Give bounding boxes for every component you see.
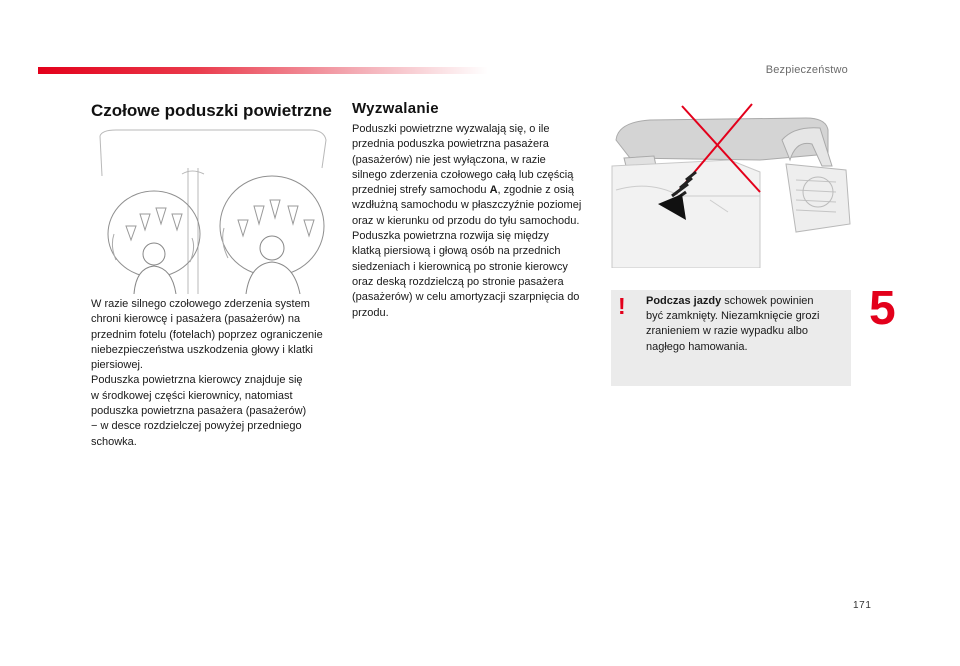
text-line: w środkowej części kierownicy, natomiast xyxy=(91,389,293,402)
warning-text xyxy=(646,294,838,355)
text-line: silnego zderzenia czołowego całą lub częścią xyxy=(352,168,574,181)
text-line: zranieniem w razie wypadku albo xyxy=(646,325,809,338)
text-line: oraz deską rozdzielczą po stronie pasażera xyxy=(352,275,564,288)
text-line: nagłego hamowania. xyxy=(646,340,748,353)
zone-letter: A xyxy=(489,184,498,197)
text-line: niebezpieczeństwa uszkodzenia głowy i klatki xyxy=(91,343,313,356)
text-line: W razie silnego czołowego zderzenia system xyxy=(91,298,310,310)
text-line xyxy=(352,183,592,198)
intro-paragraph xyxy=(91,297,336,450)
heading-triggering: Wyzwalanie xyxy=(352,100,439,117)
text-line: przodu. xyxy=(352,306,389,319)
triggering-paragraph xyxy=(352,122,592,321)
text-line: wzdłużną samochodu w płaszczyźnie poziomej xyxy=(352,199,582,212)
text-line: być zamknięty. Niezamknięcie grozi xyxy=(646,310,820,323)
text-line: klatką piersiową i głową osób na przednich xyxy=(352,245,561,258)
text-fragment: schowek powinien xyxy=(721,295,814,307)
text-line: (pasażerów) nie jest wyłączona, w razie xyxy=(352,153,546,166)
text-line: siedzeniach i kierownicą po stronie kierowcy xyxy=(352,260,568,273)
text-line: Poduszka powietrzna rozwija się między xyxy=(352,230,549,243)
warning-exclamation-icon: ! xyxy=(618,293,626,319)
text-line: schowka. xyxy=(91,435,137,448)
text-line: Poduszki powietrzne wyzwalają się, o ile xyxy=(352,123,550,135)
text-line xyxy=(646,294,838,309)
text-line: − w desce rozdzielczej powyżej przedniego xyxy=(91,420,302,433)
heading-frontal-airbags: Czołowe poduszki powietrzne xyxy=(91,101,332,120)
section-title: Bezpieczeństwo xyxy=(765,64,848,76)
warning-box xyxy=(611,290,851,386)
airbag-occupants-illustration xyxy=(96,128,330,294)
text-line: poduszka powietrzna pasażera (pasażerów) xyxy=(91,405,307,418)
text-line: piersiowej. xyxy=(91,359,143,372)
text-line: (pasażerów) w celu amortyzacji szarpnięcia do xyxy=(352,291,580,304)
text-line: przednim fotelu (fotelach) poprzez ograniczenie xyxy=(91,328,323,341)
text-fragment: przedniej strefy samochodu xyxy=(352,184,490,197)
text-line: przednia poduszka powietrzna pasażera xyxy=(352,138,549,151)
warning-emphasis: Podczas jazdy xyxy=(646,295,722,307)
text-line: oraz w kierunku od przodu do tyłu samochodu. xyxy=(352,214,580,227)
text-fragment: , zgodnie z osią xyxy=(497,184,574,197)
page-number: 171 xyxy=(853,600,872,611)
text-line: Poduszka powietrzna kierowcy znajduje się xyxy=(91,374,303,387)
header-accent-bar xyxy=(38,67,488,74)
chapter-number: 5 xyxy=(869,282,896,335)
text-line: chroni kierowcę i pasażera (pasażerów) na xyxy=(91,313,301,326)
glovebox-illustration xyxy=(610,100,854,268)
